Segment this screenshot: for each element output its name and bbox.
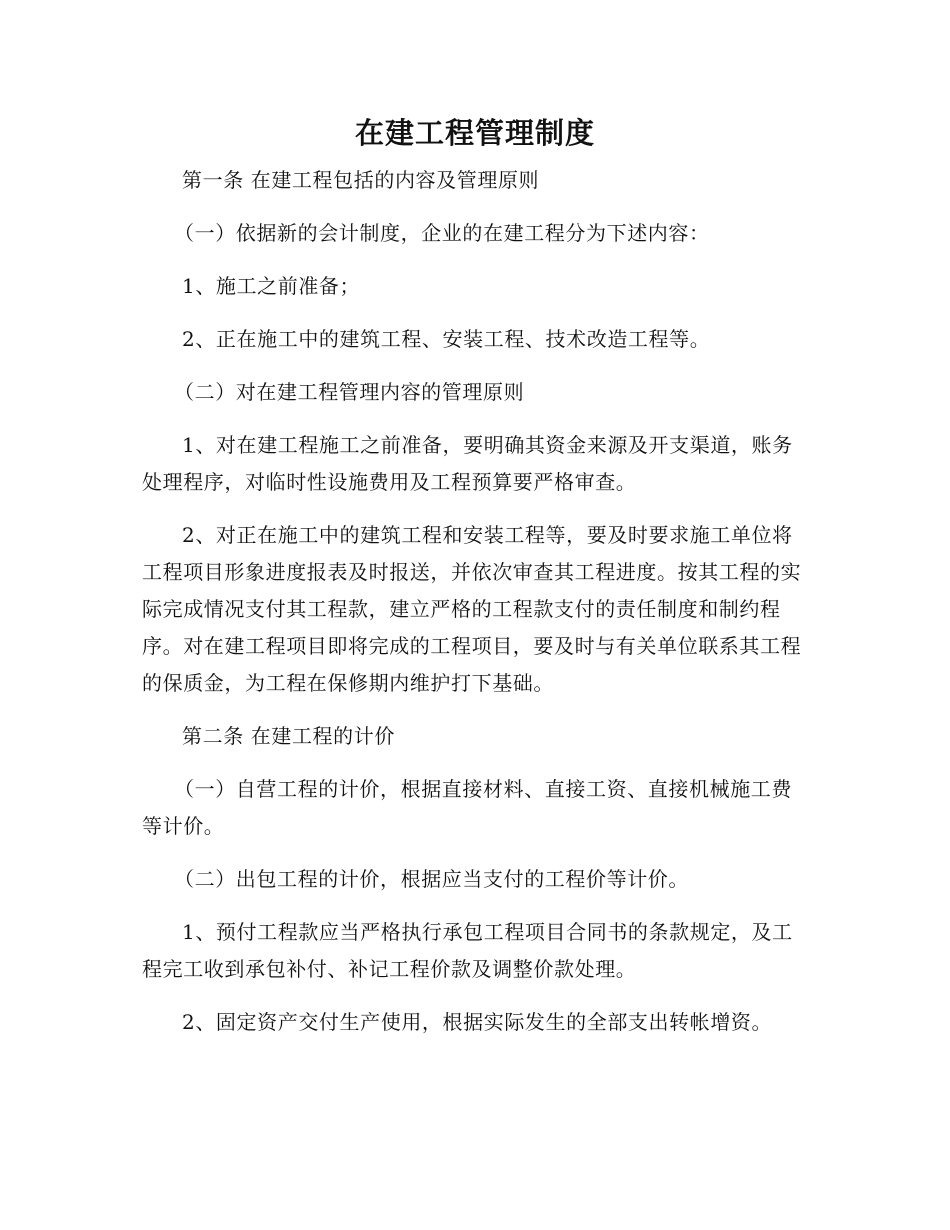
section-paragraph-2-2: （二）出包工程的计价，根据应当支付的工程价等计价。 [174,867,689,891]
article-heading-2: 第二条 在建工程的计价 [182,724,395,748]
list-item-1-2-1: 1、对在建工程施工之前准备，要明确其资金来源及开支渠道，账务处理程序，对临时性设施费用及工程预算要严格审查。 [142,433,793,494]
list-item-1-1-2: 2、正在施工中的建筑工程、安装工程、技术改造工程等。 [182,327,711,351]
list-item-2-2-1: 1、预付工程款应当严格执行承包工程项目合同书的条款规定，及工程完工收到承包补付、补记工程价款及调整价款处理。 [142,920,793,981]
article-heading-1: 第一条 在建工程包括的内容及管理原则 [182,168,540,192]
document-body [142,162,808,1057]
document-title: 在建工程管理制度 [354,116,595,150]
list-item-1-2-2: 2、对正在施工中的建筑工程和安装工程等，要及时要求施工单位将工程项目形象进度报表及时报送，并依次审查其工程进度。按其工程的实际完成情况支付其工程款，建立严格的工程款支付的责任制度和制约程序。对在建工程项目即将完成的工程项目，要及时与有关单位联系其工程的保质金，为工程在保修期内维护打下基础。 [142,523,802,695]
section-paragraph-2-1: （一）自营工程的计价，根据直接材料、直接工资、直接机械施工费等计价。 [142,777,792,838]
section-heading-1-2: （二）对在建工程管理内容的管理原则 [174,380,525,404]
list-item-1-1-1: 1、施工之前准备； [182,274,361,298]
section-heading-1-1: （一）依据新的会计制度，企业的在建工程分为下述内容： [174,221,710,245]
list-item-2-2-2: 2、固定资产交付生产使用，根据实际发生的全部支出转帐增资。 [182,1010,773,1034]
